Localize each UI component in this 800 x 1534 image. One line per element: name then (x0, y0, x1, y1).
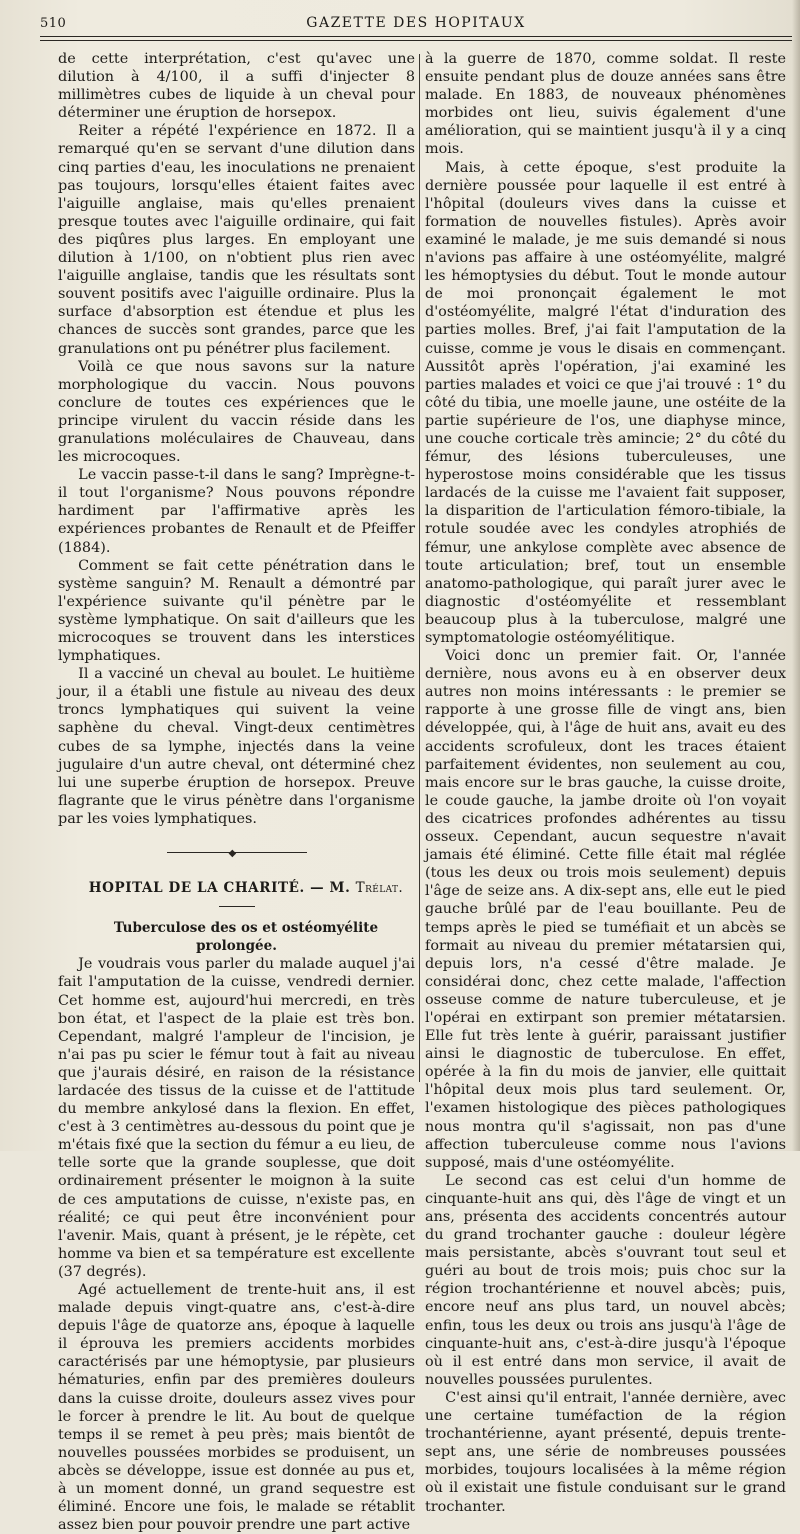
left-column (58, 50, 415, 1534)
paragraph: Comment se fait cette pénétration dans le système sanguin? M. Renault a démontré par l'expérience suivante qu'il pénètre par le système lymphatique. On sait d'ailleurs que les microcoques se trouvent dans les interstices lymphatiques. (58, 557, 415, 665)
paragraph: à la guerre de 1870, comme soldat. Il reste ensuite pendant plus de douze années sans être malade. En 1883, de nouveaux phénomènes morbides ont lieu, suivis également d'une amélioration, qui se maintient jusqu'à il y a cinq mois. (425, 51, 786, 158)
heading-dash: — M. (304, 880, 356, 897)
paragraph: C'est ainsi qu'il entrait, l'année dernière, avec une certaine tuméfaction de la région trochantérienne, ayant présenté, depuis trente-sept ans, une série de nombreuses poussées morbides, toujours localisées à la même région où il existait une fistule conduisant sur le grand trochanter. (425, 1389, 786, 1515)
section-heading (58, 879, 415, 897)
paragraph: Reiter a répété l'expérience en 1872. Il a remarqué qu'en se servant d'une dilution dans cinq parties d'eau, les inoculations ne prenaient pas toujours, lorsqu'elles étaient faites avec l'aiguille anglaise, mais qu'elles prenaient presque toutes avec l'aiguille ordinaire, qui fait des piqûres plus larges. En employant une dilution à 1/100, on n'obtient plus rien avec l'aiguille anglaise, tandis que les résultats sont souvent positifs avec l'aiguille ordinaire. Plus la surface d'absorption est étendue et plus les chances de succès sont grandes, parce que les granulations ont pu pénétrer plus facilement. (58, 123, 415, 357)
professor-name: Trélat. (355, 880, 404, 897)
subsection-heading: Tuberculose des os et ostéomyélite prolongée. (113, 920, 379, 955)
paragraph: Il a vacciné un cheval au boulet. Le huitième jour, il a établi une fistule au niveau des deux troncs lymphatiques qui suivent la veine saphène du cheval. Vingt-deux centimètres cubes de sa lymphe, injectés dans la veine jugulaire d'un autre cheval, ont déterminé chez lui une superbe éruption de horsepox. Preuve flagrante que le virus pénètre dans l'organisme par les voies lymphatiques. (58, 666, 415, 827)
right-column (425, 50, 786, 1516)
column-divider (419, 54, 420, 1082)
paragraph: Voici donc un premier fait. Or, l'année dernière, nous avons eu à en observer deux autres non moins intéressants : le premier se rapporte à une grosse fille de vingt ans, bien développée, qui, à l'âge de huit ans, avait eu des accidents scrofuleux, dont les traces étaient parfaitement évidentes, non seulement au cou, mais encore sur le bras gauche, la cuisse droite, le coude gauche, la jambe droite où l'on voyait des cicatrices profondes adhérentes au tissu osseux. Cependant, aucun sequestre n'avait jamais été éliminé. Cette fille était mal réglée (tous les deux ou trois mois seulement) depuis l'âge de seize ans. A dix-sept ans, elle eut le pied gauche brûlé par de l'eau bouillante. Peu de temps après le pied se tuméfiait et un abcès se formait au niveau du premier métatarsien qui, depuis lors, n'a cessé d'être malade. Je considérai donc, chez cette malade, l'affection osseuse comme de nature tuberculeuse, et je l'opérai en extirpant son premier métatarsien. Elle fut très lente à guérir, paraissant justifier ainsi le diagnostic de tuberculose. En effet, opérée à la fin du mois de janvier, elle quittait l'hôpital deux mois plus tard seulement. Or, l'examen histologique des pièces pathologiques nous montra qu'il s'agissait, non pas d'une affection tuberculeuse comme nous l'avions supposé, mais d'une ostéomyélite. (425, 648, 786, 1171)
section-ornament-divider (167, 849, 307, 857)
header-rule-thin (40, 40, 792, 41)
paragraph: de cette interprétation, c'est qu'avec une dilution à 4/100, il a suffi d'injecter 8 millimètres cubes de liquide à un cheval pour déterminer une éruption de horsepox. (58, 51, 415, 122)
paragraph: Mais, à cette époque, s'est produite la dernière poussée pour laquelle il est entré à l'hôpital (douleurs vives dans la cuisse et formation de nouvelles fistules). Après avoir examiné le malade, je me suis demandé si nous n'avions pas affaire à une ostéomyélite, malgré les hémoptysies du début. Tout le monde autour de moi prononçait également le mot d'ostéomyélite, malgré l'état d'induration des parties molles. Bref, j'ai fait l'amputation de la cuisse, comme je vous le disais en commençant. Aussitôt après l'opération, j'ai examiné les parties malades et voici ce que j'ai trouvé : 1° du côté du tibia, une moelle jaune, une ostéite de la partie supérieure de l'os, une diaphyse mince, une couche corticale très amincie; 2° du côté du fémur, des lésions tuberculeuses, une hyperostose moins considérable que les tissus lardacés de la cuisse me l'avaient fait supposer, la disparition de l'articulation fémoro-tibiale, la rotule soudée avec les condyles atrophiés de fémur, une ankylose complète avec absence de toute articulation; bref, tout un ensemble anatomo-pathologique, qui paraît jurer avec le diagnostic d'ostéomyélite et ressemblant beaucoup plus à la tuberculose, malgré une symptomatologie ostéomyélitique. (425, 159, 786, 646)
paragraph: Le vaccin passe-t-il dans le sang? Imprègne-t-il tout l'organisme? Nous pouvons répondre hardiment par l'affirmative après les expériences probantes de Renault et de Pfeiffer (1884). (58, 467, 415, 556)
paragraph: Je voudrais vous parler du malade auquel j'ai fait l'amputation de la cuisse, vendredi dernier. Cet homme est, aujourd'hui mercredi, en très bon état, et l'aspect de la plaie est très bon. Cependant, malgré l'ampleur de l'incision, je n'ai pas pu scier le fémur tout à fait au niveau que j'aurais désiré, en raison de la résistance lardacée des tissus de la cuisse et de l'attitude du membre ankylosé dans la flexion. En effet, c'est à 3 centimètres au-dessous du point que je m'étais fixé que la section du fémur a eu lieu, de telle sorte que la grande souplesse, que doit ordinairement présenter le moignon à la suite de ces amputations de cuisse, n'existe pas, en réalité; ce qui peut être inconvénient pour l'avenir. Mais, quant à présent, je le répète, cet homme va bien et sa température est excellente (37 degrés). (58, 956, 415, 1280)
header-rule (40, 36, 792, 37)
paragraph: Le second cas est celui d'un homme de cinquante-huit ans qui, dès l'âge de vingt et un ans, présenta des accidents concentrés autour du grand trochanter gauche : douleur légère mais persistante, abcès s'ouvrant tout seul et guéri au bout de trois mois; puis choc sur la région trochantérienne et nouvel abcès; puis, encore neuf ans plus tard, un nouvel abcès; enfin, tous les deux ou trois ans jusqu'à l'âge de cinquante-huit ans, c'est-à-dire jusqu'à l'époque où il est entré dans mon service, il avait de nouvelles poussées purulentes. (425, 1172, 786, 1388)
page-number: 510 (40, 16, 67, 31)
paragraph: Voilà ce que nous savons sur la nature morphologique du vaccin. Nous pouvons conclure de toutes ces expériences que le principe virulent du vaccin réside dans les granulations moléculaires de Chauveau, dans les microcoques. (58, 358, 415, 466)
paragraph: Agé actuellement de trente-huit ans, il est malade depuis vingt-quatre ans, c'est-à-dire depuis l'âge de quatorze ans, époque à laquelle il éprouva les premiers accidents morbides caractérisés par une hémoptysie, par plusieurs hématuries, enfin par des premières douleurs dans la cuisse droite, douleurs assez vives pour le forcer à prendre le lit. Au bout de quelque temps il se remet à peu près; mais bientôt de nouvelles poussées morbides se produisent, un abcès se développe, issue est donnée au pus et, à un moment donné, un grand sequestre est éliminé. Encore une fois, le malade se rétablit assez bien pour pouvoir prendre une part active (58, 1282, 415, 1534)
short-rule (219, 906, 255, 907)
hospital-name: HOPITAL DE LA CHARITÉ. (88, 880, 305, 897)
running-title: GAZETTE DES HOPITAUX (306, 15, 526, 31)
page-edge-shadow (792, 0, 800, 1151)
